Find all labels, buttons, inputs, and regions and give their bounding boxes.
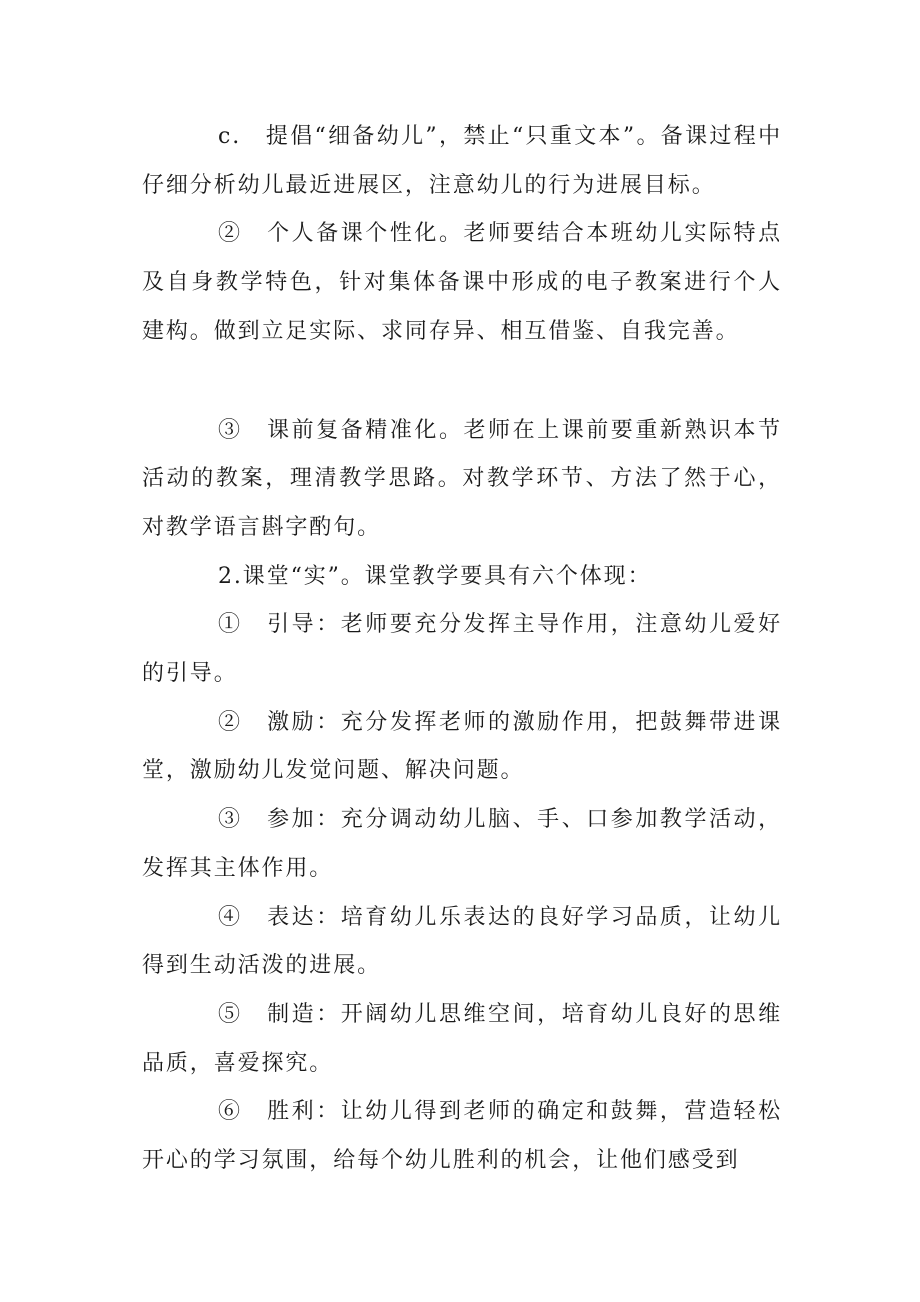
paragraph-expression: ④ 表达：培育幼儿乐表达的良好学习品质，让幼儿得到生动活泼的进展。: [142, 904, 782, 979]
paragraph-creation: ⑤ 制造：开阔幼儿思维空间，培育幼儿良好的思维品质，喜爱探究。: [142, 1001, 782, 1076]
paragraph-gap: [142, 357, 782, 407]
paragraph-classroom-heading: 2.课堂“实”。课堂教学要具有六个体现：: [218, 563, 652, 589]
paragraph-guidance: ① 引导：老师要充分发挥主导作用，注意幼儿爱好的引导。: [142, 612, 782, 687]
paragraph-participation: ③ 参加：充分调动幼儿脑、手、口参加教学活动，发挥其主体作用。: [142, 807, 782, 881]
paragraph-c-prepare-children: c. 提倡“细备幼儿”，禁止“只重文本”。备课过程中仔细分析幼儿最近进展区，注意幼儿的行为进展目标。: [142, 124, 782, 198]
paragraph-pre-class-review: ③ 课前复备精准化。老师在上课前要重新熟识本节活动的教案，理清教学思路。对教学环节、方法了然于心，对教学语言斟字酌句。: [142, 417, 782, 540]
document-body: [142, 113, 782, 1186]
paragraph-encouragement: ② 激励：充分发挥老师的激励作用，把鼓舞带进课堂，激励幼儿发觉问题、解决问题。: [142, 709, 782, 784]
paragraph-individual-preparation: ② 个人备课个性化。老师要结合本班幼儿实际特点及自身教学特色，针对集体备课中形成的电子教案进行个人建构。做到立足实际、求同存异、相互借鉴、自我完善。: [142, 221, 782, 344]
paragraph-success: ⑥ 胜利：让幼儿得到老师的确定和鼓舞，营造轻松开心的学习氛围，给每个幼儿胜利的机会，让他们感受到: [142, 1099, 782, 1174]
